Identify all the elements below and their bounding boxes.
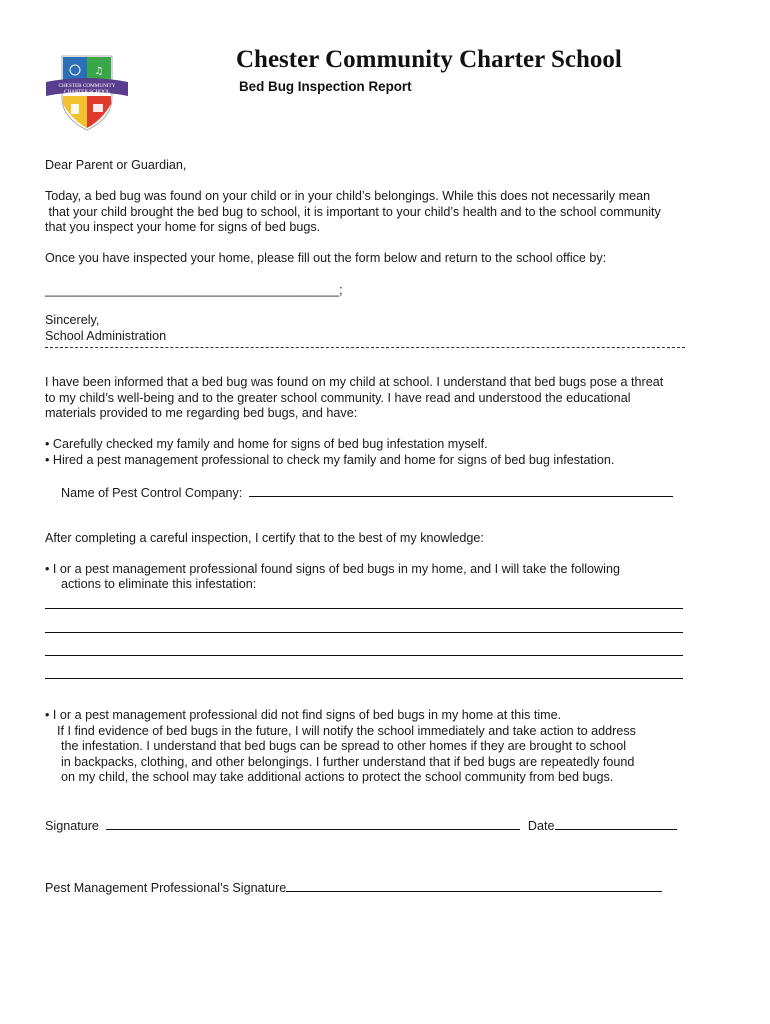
- action-line-2[interactable]: [45, 620, 683, 633]
- closing: Sincerely,: [45, 313, 100, 327]
- logo-text-line1: CHESTER COMMUNITY: [58, 83, 116, 89]
- date-label: Date: [527, 819, 555, 833]
- signoff: School Administration: [45, 329, 167, 343]
- company-name-field[interactable]: [249, 484, 673, 497]
- pmp-signature-label: Pest Management Professional’s Signature: [45, 881, 287, 895]
- pmp-signature-row: [45, 879, 662, 895]
- para2: Once you have inspected your home, please fill out the form below and return to the school office by:: [45, 251, 607, 265]
- logo-text-line2: CHARTER SCHOOL: [64, 89, 110, 95]
- pmp-signature-field[interactable]: [286, 879, 662, 892]
- option-notfound-line5: on my child, the school may take additional actions to protect the school community from bed bugs.: [61, 770, 614, 784]
- greeting: Dear Parent or Guardian,: [45, 158, 187, 172]
- svg-text:♫: ♫: [94, 66, 104, 77]
- cut-line-divider: [45, 347, 685, 349]
- option-notfound-line4: in backpacks, clothing, and other belongings. I further understand that if bed bugs are repeatedly found: [61, 755, 635, 769]
- action-line-4[interactable]: [45, 666, 683, 679]
- company-row: [61, 484, 673, 500]
- action-line-1[interactable]: [45, 596, 683, 609]
- return-by-field[interactable]: __________________________________________;: [45, 283, 343, 297]
- para1-line1: Today, a bed bug was found on your child or in your child’s belongings. While this does not necessarily mean: [45, 189, 651, 203]
- option-notfound-line1[interactable]: • I or a pest management professional did not find signs of bed bugs in my home at this time.: [45, 708, 562, 722]
- certify-text: After completing a careful inspection, I certify that to the best of my knowledge:: [45, 531, 484, 545]
- form-intro-line3: materials provided to me regarding bed bugs, and have:: [45, 406, 358, 420]
- option-hired-professional[interactable]: • Hired a pest management professional to check my family and home for signs of bed bug infestation.: [45, 453, 615, 467]
- school-logo: [44, 52, 130, 134]
- form-intro-line2: to my child’s well-being and to the greater school community. I have read and understood the educational: [45, 391, 631, 405]
- report-title: Bed Bug Inspection Report: [239, 79, 412, 94]
- action-line-3[interactable]: [45, 643, 683, 656]
- option-notfound-line2: If I find evidence of bed bugs in the future, I will notify the school immediately and take action to address: [57, 724, 636, 738]
- option-found-line1[interactable]: • I or a pest management professional found signs of bed bugs in my home, and I will take the following: [45, 562, 620, 576]
- option-self-check[interactable]: • Carefully checked my family and home for signs of bed bug infestation myself.: [45, 437, 488, 451]
- option-notfound-line3: the infestation. I understand that bed bugs can be spread to other homes if they are brought to school: [61, 739, 626, 753]
- signature-field[interactable]: [106, 817, 520, 830]
- signature-label: Signature: [45, 819, 99, 833]
- para1-line2: that your child brought the bed bug to school, it is important to your child’s health and to the school community: [45, 205, 661, 219]
- signature-row: [45, 817, 677, 833]
- option-found-line2: actions to eliminate this infestation:: [61, 577, 257, 591]
- school-name: Chester Community Charter School: [236, 46, 622, 73]
- date-field[interactable]: [555, 817, 677, 830]
- form-intro-line1: I have been informed that a bed bug was found on my child at school. I understand that bed bugs pose a threat: [45, 375, 664, 389]
- company-label: Name of Pest Control Company:: [61, 486, 243, 500]
- para1-line3: that you inspect your home for signs of bed bugs.: [45, 220, 321, 234]
